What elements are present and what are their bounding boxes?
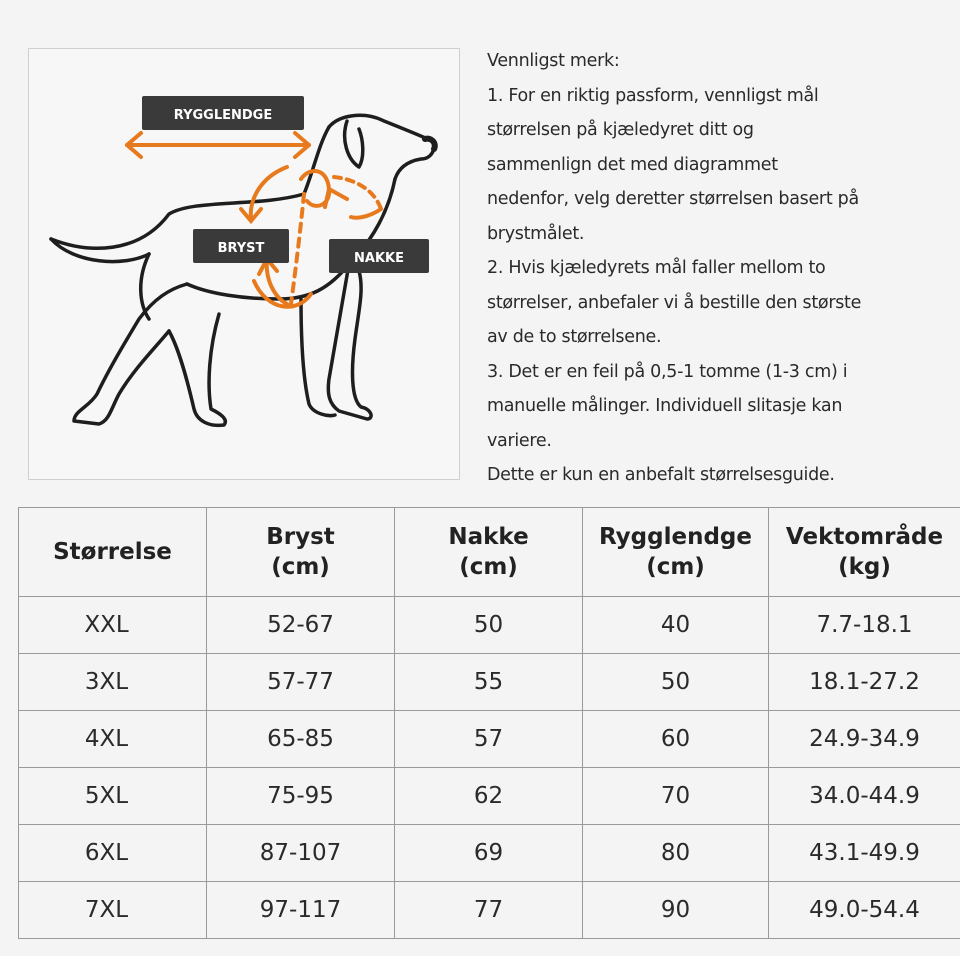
label-neck xyxy=(329,239,429,273)
notes-line: Dette er kun en anbefalt størrelsesguide. xyxy=(487,465,835,485)
cell-size: 4XL xyxy=(19,711,207,768)
cell-neck: 77 xyxy=(395,882,583,939)
dog-illustration xyxy=(29,49,459,479)
cell-chest: 65-85 xyxy=(207,711,395,768)
label-back-length xyxy=(142,96,304,130)
cell-size: 6XL xyxy=(19,825,207,882)
notes-line: størrelsen på kjæledyret ditt og xyxy=(487,120,754,140)
cell-back-length: 40 xyxy=(583,597,769,654)
header-chest-label: Bryst xyxy=(266,524,335,550)
cell-size: 7XL xyxy=(19,882,207,939)
header-neck-unit: (cm) xyxy=(459,554,518,580)
notes-line: manuelle målinger. Individuell slitasje kan xyxy=(487,396,843,416)
header-chest xyxy=(207,508,395,597)
cell-chest: 75-95 xyxy=(207,768,395,825)
notes-heading: Vennligst merk: xyxy=(487,51,620,71)
cell-back-length: 80 xyxy=(583,825,769,882)
header-weight-unit: (kg) xyxy=(838,554,891,580)
header-back-length xyxy=(583,508,769,597)
cell-weight: 18.1-27.2 xyxy=(769,654,960,711)
cell-chest: 57-77 xyxy=(207,654,395,711)
notes-line: 3. Det er en feil på 0,5-1 tomme (1-3 cm) i xyxy=(487,361,848,382)
cell-weight: 34.0-44.9 xyxy=(769,768,960,825)
header-back-length-label: Rygglendge xyxy=(599,524,752,550)
label-chest xyxy=(193,229,289,263)
notes-line: variere. xyxy=(487,430,552,451)
cell-size: 5XL xyxy=(19,768,207,825)
table-row xyxy=(19,597,960,654)
header-back-length-unit: (cm) xyxy=(646,554,705,580)
header-weight xyxy=(769,508,960,597)
cell-weight: 43.1-49.9 xyxy=(769,825,960,882)
notes-line: nedenfor, velg deretter størrelsen basert på xyxy=(487,189,859,209)
table-header-row xyxy=(19,508,960,597)
cell-back-length: 90 xyxy=(583,882,769,939)
notes-line: av de to størrelsene. xyxy=(487,327,662,347)
table-row xyxy=(19,768,960,825)
table-row xyxy=(19,711,960,768)
header-neck-label: Nakke xyxy=(448,524,529,550)
back-length-arrow xyxy=(127,133,309,157)
notes-line: størrelser, anbefaler vi å bestille den største xyxy=(487,292,862,313)
size-table xyxy=(18,507,960,939)
header-chest-unit: (cm) xyxy=(271,554,330,580)
cell-chest: 52-67 xyxy=(207,597,395,654)
table-row xyxy=(19,882,960,939)
table-row xyxy=(19,825,960,882)
svg-text:NAKKE: NAKKE xyxy=(354,251,404,266)
cell-back-length: 50 xyxy=(583,654,769,711)
svg-text:BRYST: BRYST xyxy=(217,241,265,256)
cell-weight: 24.9-34.9 xyxy=(769,711,960,768)
header-size xyxy=(19,508,207,597)
header-neck xyxy=(395,508,583,597)
header-weight-label: Vektområde xyxy=(785,524,944,550)
header-size-label: Størrelse xyxy=(53,539,172,565)
cell-back-length: 70 xyxy=(583,768,769,825)
notes-line: 1. For en riktig passform, vennligst mål xyxy=(487,85,819,106)
neck-loop xyxy=(301,171,381,218)
notes-line: brystmålet. xyxy=(487,223,585,244)
notes-line: sammenlign det med diagrammet xyxy=(487,154,778,175)
svg-text:RYGGLENDGE: RYGGLENDGE xyxy=(173,108,273,123)
cell-size: 3XL xyxy=(19,654,207,711)
cell-neck: 69 xyxy=(395,825,583,882)
cell-back-length: 60 xyxy=(583,711,769,768)
cell-weight: 49.0-54.4 xyxy=(769,882,960,939)
cell-neck: 55 xyxy=(395,654,583,711)
cell-neck: 62 xyxy=(395,768,583,825)
cell-chest: 87-107 xyxy=(207,825,395,882)
cell-size: XXL xyxy=(19,597,207,654)
table-row xyxy=(19,654,960,711)
notes-line: 2. Hvis kjæledyrets mål faller mellom to xyxy=(487,258,826,278)
notes-panel xyxy=(487,44,960,493)
cell-neck: 50 xyxy=(395,597,583,654)
cell-neck: 57 xyxy=(395,711,583,768)
cell-chest: 97-117 xyxy=(207,882,395,939)
dog-measurement-diagram xyxy=(28,48,460,480)
cell-weight: 7.7-18.1 xyxy=(769,597,960,654)
